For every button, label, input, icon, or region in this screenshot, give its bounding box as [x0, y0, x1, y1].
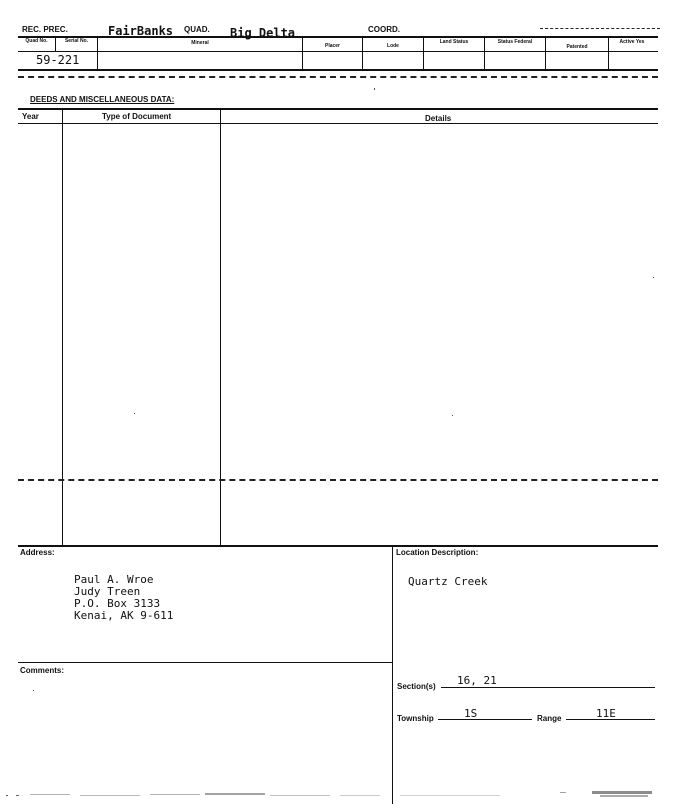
record-table-header-border: [18, 51, 658, 52]
col-header-type-of-document: Type of Document: [102, 112, 172, 121]
col-divider: [545, 37, 546, 70]
col-header-quad-no: Quad No.: [25, 38, 48, 44]
quad-value: Big Delta: [230, 26, 296, 40]
record-table-top-border: [18, 36, 658, 38]
col-header-placer: Placer: [324, 43, 340, 49]
stray-mark: [134, 413, 135, 414]
record-table-bottom-dash: [18, 76, 658, 78]
bottom-section-top-border: [18, 545, 658, 547]
comments-top-border: [18, 662, 392, 663]
col-header-year: Year: [22, 112, 39, 121]
comments-label: Comments:: [20, 666, 65, 675]
col-header-lode: Lode: [387, 43, 399, 49]
col-divider: [302, 37, 303, 70]
scan-noise: [0, 786, 678, 806]
col-divider: [362, 37, 363, 70]
range-label: Range: [537, 714, 562, 723]
quad-serial-value: 59-221: [36, 53, 80, 67]
address-block: [74, 574, 173, 622]
col-header-status-federal: Status Federal: [497, 39, 533, 45]
col-header-serial-no: Serial No.: [64, 38, 89, 44]
col-header-active-yes: Active Yes: [619, 39, 645, 45]
col-divider: [608, 37, 609, 70]
deeds-dashed-separator: [18, 479, 658, 481]
sections-label: Section(s): [397, 682, 436, 691]
col-header-details: Details: [425, 114, 452, 123]
sections-underline: [441, 687, 655, 688]
col-divider: [484, 37, 485, 70]
sections-value: 16, 21: [457, 674, 497, 687]
quad-label: QUAD.: [184, 25, 210, 34]
location-description-value: Quartz Creek: [408, 575, 488, 588]
address-line: P.O. Box 3133: [74, 597, 161, 610]
deeds-table-top-border: [18, 108, 658, 110]
address-line: Kenai, AK 9-611: [74, 609, 174, 622]
col-header-mineral: Mineral: [191, 40, 209, 46]
rec-prec-label: REC. PREC.: [22, 25, 68, 34]
address-line: Judy Treen: [74, 585, 141, 598]
stray-mark: [33, 690, 34, 691]
range-value: 11E: [596, 707, 616, 720]
col-header-patented: Patented: [566, 44, 588, 50]
col-divider: [423, 37, 424, 70]
township-underline: [438, 719, 532, 720]
stray-mark: [452, 415, 453, 416]
col-header-land-status: Land Status: [439, 39, 469, 45]
address-line: Paul A. Wroe: [74, 573, 154, 586]
coord-line: [540, 28, 660, 29]
stray-mark: [374, 88, 375, 90]
address-label: Address:: [20, 548, 55, 557]
deeds-table-header-border: [18, 123, 658, 124]
township-value: 1S: [464, 707, 478, 720]
coord-label: COORD.: [368, 25, 400, 34]
record-table-row-border: [18, 69, 658, 71]
township-label: Township: [397, 714, 434, 723]
deeds-section-title: DEEDS AND MISCELLANEOUS DATA:: [30, 95, 175, 104]
location-description-label: Location Description:: [396, 548, 479, 557]
stray-mark: [653, 277, 654, 278]
rec-prec-value: FairBanks: [108, 24, 174, 38]
bottom-divider: [392, 546, 393, 804]
